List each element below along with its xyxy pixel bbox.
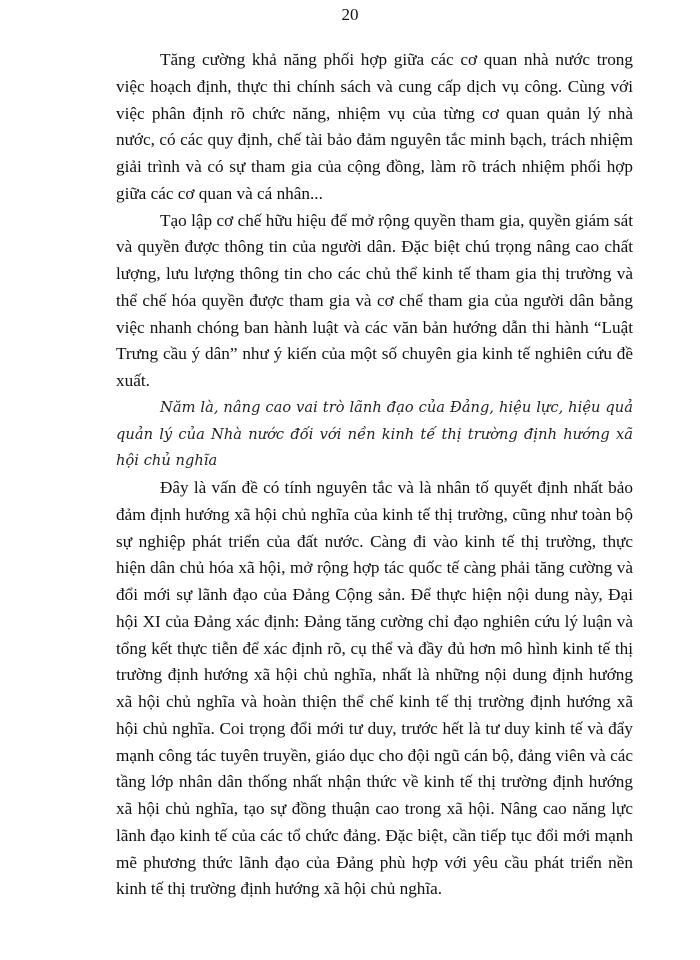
paragraph-party-leadership: Đây là vấn đề có tính nguyên tắc và là nhân tố quyết định nhất bảo đảm định hướng xã hội chủ nghĩa của kinh tế thị trường, cũng như toàn bộ sự nghiệp phát triển của đất nước. Càng đi vào kinh tế thị trường, thực hiện dân chủ hóa xã hội, mở rộng hợp tác quốc tế càng phải tăng cường và đổi mới sự lãnh đạo của Đảng Cộng sản. Để thực hiện nội dung này, Đại hội XI của Đảng xác định: Đảng tăng cường chỉ đạo nghiên cứu lý luận và tổng kết thực tiễn để xác định rõ, cụ thể và đầy đủ hơn mô hình kinh tế thị trường định hướng xã hội chủ nghĩa, nhất là những nội dung định hướng xã hội chủ nghĩa và hoàn thiện thể chế kinh tế thị trường định hướng xã hội chủ nghĩa. Coi trọng đổi mới tư duy, trước hết là tư duy kinh tế và đẩy mạnh công tác tuyên truyền, giáo dục cho đội ngũ cán bộ, đảng viên và các tầng lớp nhân dân thống nhất nhận thức về kinh tế thị trường định hướng xã hội chủ nghĩa, tạo sự đồng thuận cao trong xã hội. Nâng cao năng lực lãnh đạo kinh tế của các tổ chức đảng. Đặc biệt, cần tiếp tục đổi mới mạnh mẽ phương thức lãnh đạo của Đảng phù hợp với yêu cầu phát triển nền kinh tế thị trường định hướng xã hội chủ nghĩa. [116,478,633,899]
section-heading-party-leadership: Năm là, nâng cao vai trò lãnh đạo của Đảng, hiệu lực, hiệu quả quản lý của Nhà nước đối với nền kinh tế thị trường định hướng xã hội chủ nghĩa [116,398,633,470]
document-body [116,47,633,903]
page-number: 20 [341,5,359,24]
paragraph-coordination: Tăng cường khả năng phối hợp giữa các cơ quan nhà nước trong việc hoạch định, thực thi chính sách và cung cấp dịch vụ công. Cùng với việc phân định rõ chức năng, nhiệm vụ của từng cơ quan quản lý nhà nước, có các quy định, chế tài bảo đảm nguyên tắc minh bạch, trách nhiệm giải trình và có sự tham gia của cộng đồng, làm rõ trách nhiệm phối hợp giữa các cơ quan và cá nhân... [116,50,633,203]
paragraph-participation-mechanism: Tạo lập cơ chế hữu hiệu để mở rộng quyền tham gia, quyền giám sát và quyền được thông tin của người dân. Đặc biệt chú trọng nâng cao chất lượng, lưu lượng thông tin cho các chủ thể kinh tế tham gia thị trường và thể chế hóa quyền được tham gia và cơ chế tham gia của người dân bằng việc nhanh chóng ban hành luật và các văn bản hướng dẫn thi hành “Luật Trưng cầu ý dân” như ý kiến của một số chuyên gia kinh tế nghiên cứu đề xuất. [116,210,633,390]
